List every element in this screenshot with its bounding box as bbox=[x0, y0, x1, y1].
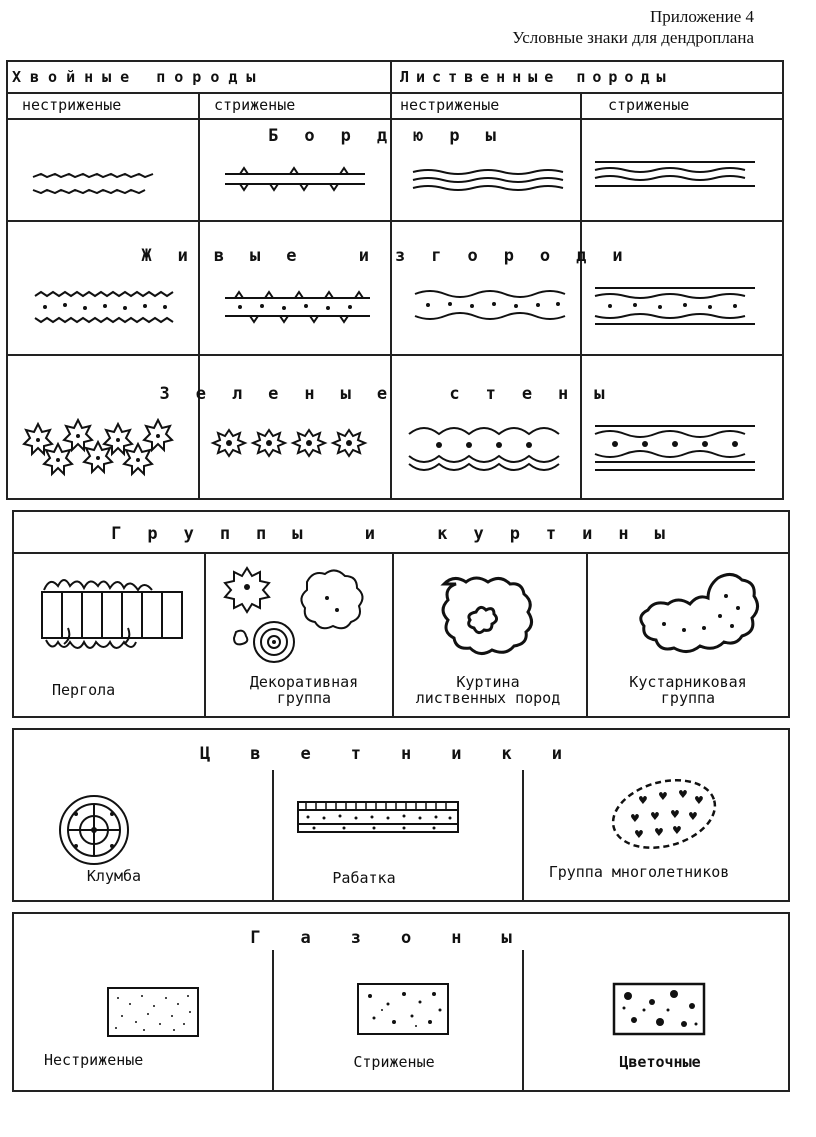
svg-text:♥: ♥ bbox=[694, 794, 704, 807]
deciduous-header: Лиственные породы bbox=[400, 68, 673, 86]
subcol-1: нестриженые bbox=[22, 96, 122, 114]
lawns-title: Газоны bbox=[250, 928, 552, 948]
caption-shrub-group: Кустарниковая группа bbox=[629, 673, 747, 707]
green-wall-icon bbox=[590, 418, 760, 478]
svg-text:♥: ♥ bbox=[634, 828, 644, 841]
green-wall-icon bbox=[204, 420, 382, 476]
svg-text:♥: ♥ bbox=[650, 810, 660, 823]
border-line-icon bbox=[590, 154, 760, 194]
lawn-icon bbox=[104, 984, 204, 1040]
green-wall-icon bbox=[404, 418, 574, 478]
lawn-icon bbox=[610, 980, 710, 1040]
hedge-icon bbox=[30, 286, 185, 330]
row-title-borders: Бордюры bbox=[268, 126, 522, 146]
conifer-header: Хвойные породы bbox=[12, 68, 265, 86]
caption-lawn-flowering: Цветочные bbox=[619, 1053, 701, 1071]
hedge-icon bbox=[220, 286, 375, 330]
flowerbed-icon bbox=[54, 790, 134, 870]
subcol-4: стриженые bbox=[608, 96, 690, 114]
page-header bbox=[512, 6, 754, 48]
svg-text:♥: ♥ bbox=[688, 810, 698, 823]
caption-pergola: Пергола bbox=[52, 681, 116, 699]
green-wall-icon bbox=[14, 418, 192, 478]
svg-text:♥: ♥ bbox=[678, 788, 688, 801]
caption-flowerbed: Клумба bbox=[86, 867, 142, 885]
pergola-icon bbox=[32, 568, 192, 668]
caption-perennial-group: Группа многолетников bbox=[548, 863, 730, 881]
hedges-table bbox=[6, 60, 784, 500]
subcol-2: стриженые bbox=[214, 96, 296, 114]
row-title-walls: Зеленые стены bbox=[159, 384, 631, 404]
svg-text:♥: ♥ bbox=[672, 824, 682, 837]
caption-lawn-unmown: Нестриженые bbox=[44, 1051, 144, 1069]
flowerbeds-table bbox=[12, 728, 790, 902]
appendix-label: Приложение 4 bbox=[650, 7, 754, 26]
hedge-icon bbox=[410, 284, 570, 328]
caption-curtain: Куртина лиственных пород bbox=[415, 673, 561, 707]
flowerbeds-title: Цветники bbox=[200, 744, 602, 764]
svg-text:♥: ♥ bbox=[658, 790, 668, 803]
subcol-3: нестриженые bbox=[400, 96, 500, 114]
groups-title: Группы и куртины bbox=[111, 524, 691, 544]
caption-lawn-mown: Стриженые bbox=[353, 1053, 435, 1071]
legend-subtitle: Условные знаки для дендроплана bbox=[512, 28, 754, 47]
curtain-icon bbox=[414, 568, 574, 668]
shrub-group-icon bbox=[608, 566, 778, 666]
border-line-icon bbox=[220, 162, 370, 202]
row-title-hedges: Живые изгороди bbox=[141, 246, 649, 266]
svg-text:♥: ♥ bbox=[670, 808, 680, 821]
decorative-group-icon bbox=[212, 558, 392, 668]
lawns-table bbox=[12, 912, 790, 1092]
caption-decorative-group: Декоративная группа bbox=[249, 673, 359, 707]
svg-text:♥: ♥ bbox=[638, 794, 648, 807]
lawn-icon bbox=[354, 980, 454, 1040]
border-line-icon bbox=[28, 162, 178, 202]
hedge-icon bbox=[590, 282, 760, 332]
svg-text:♥: ♥ bbox=[630, 812, 640, 825]
caption-rabatka: Рабатка bbox=[332, 869, 396, 887]
rabatka-icon bbox=[294, 798, 464, 838]
svg-text:♥: ♥ bbox=[654, 826, 664, 839]
perennial-group-icon bbox=[604, 774, 724, 854]
groups-table bbox=[12, 510, 790, 718]
border-line-icon bbox=[408, 162, 568, 202]
